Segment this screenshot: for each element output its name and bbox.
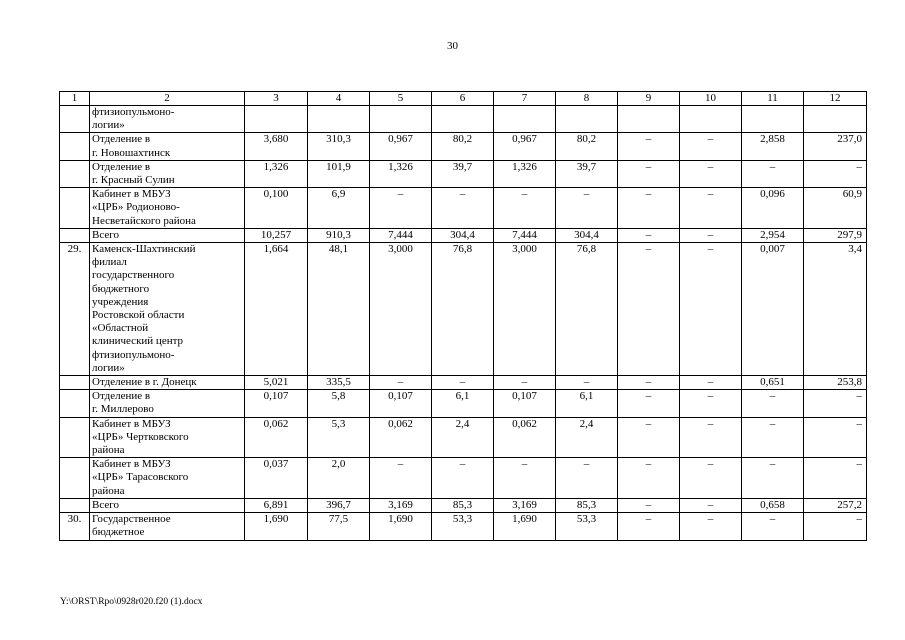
value-cell: – [680,243,742,376]
row-number-cell [60,498,90,512]
value-cell: 39,7 [556,160,618,187]
column-number-header: 2 [90,92,245,106]
value-cell: 1,326 [245,160,308,187]
table-row [60,417,867,458]
value-cell: 0,062 [370,417,432,458]
value-cell: – [618,390,680,417]
institution-name-cell: Всего [90,228,245,242]
value-cell: 253,8 [804,376,867,390]
column-number-header: 5 [370,92,432,106]
table-row [60,228,867,242]
row-number-cell [60,228,90,242]
column-number-header: 7 [494,92,556,106]
value-cell: 76,8 [432,243,494,376]
value-cell: 1,690 [245,513,308,540]
value-cell: 3,169 [494,498,556,512]
value-cell: 6,9 [308,188,370,229]
value-cell [556,106,618,133]
data-table [59,91,867,541]
table-row [60,133,867,160]
value-cell: – [494,458,556,499]
value-cell: – [618,458,680,499]
value-cell: – [680,160,742,187]
value-cell: – [742,458,804,499]
value-cell: 3,680 [245,133,308,160]
value-cell: 3,000 [370,243,432,376]
value-cell: 6,891 [245,498,308,512]
value-cell: – [804,160,867,187]
value-cell: 0,107 [245,390,308,417]
column-number-header: 8 [556,92,618,106]
column-number-header: 3 [245,92,308,106]
value-cell: 1,690 [494,513,556,540]
value-cell: 5,021 [245,376,308,390]
value-cell: 0,107 [370,390,432,417]
institution-name-cell: Кабинет в МБУЗ «ЦРБ» Чертковского района [90,417,245,458]
value-cell: 10,257 [245,228,308,242]
table-header-row [60,92,867,106]
value-cell: – [618,417,680,458]
institution-name-cell: Отделение в г. Миллерово [90,390,245,417]
value-cell: – [742,160,804,187]
page-number: 30 [447,40,458,52]
row-number-cell [60,106,90,133]
institution-name-cell: Всего [90,498,245,512]
institution-name-cell: Каменск-Шахтинский филиал государственного бюджетного учреждения Ростовской области «Областной клинический центр фтизиопульмоно- логии» [90,243,245,376]
institution-name-cell: Отделение в г. Новошахтинск [90,133,245,160]
value-cell: – [432,188,494,229]
row-number-cell [60,376,90,390]
value-cell: 0,037 [245,458,308,499]
value-cell [245,106,308,133]
value-cell: 2,858 [742,133,804,160]
value-cell: – [556,376,618,390]
column-number-header: 10 [680,92,742,106]
value-cell: 310,3 [308,133,370,160]
value-cell: – [618,228,680,242]
value-cell: 2,4 [432,417,494,458]
value-cell: – [804,513,867,540]
value-cell: – [618,498,680,512]
value-cell: 2,954 [742,228,804,242]
value-cell: 7,444 [494,228,556,242]
value-cell: – [618,160,680,187]
value-cell: 304,4 [432,228,494,242]
institution-name-cell: Отделение в г. Красный Сулин [90,160,245,187]
value-cell: 6,1 [556,390,618,417]
value-cell: – [680,133,742,160]
value-cell: – [370,376,432,390]
value-cell [308,106,370,133]
value-cell: 1,664 [245,243,308,376]
value-cell: 60,9 [804,188,867,229]
value-cell: 6,1 [432,390,494,417]
value-cell [680,106,742,133]
value-cell: – [618,376,680,390]
value-cell: – [742,513,804,540]
value-cell: 2,0 [308,458,370,499]
value-cell: 2,4 [556,417,618,458]
value-cell: 77,5 [308,513,370,540]
value-cell: – [680,417,742,458]
value-cell [618,106,680,133]
value-cell: 5,8 [308,390,370,417]
column-number-header: 11 [742,92,804,106]
value-cell: 0,100 [245,188,308,229]
column-number-header: 6 [432,92,494,106]
value-cell: 0,007 [742,243,804,376]
value-cell: – [618,243,680,376]
value-cell: 0,096 [742,188,804,229]
value-cell: 85,3 [556,498,618,512]
table-row [60,243,867,376]
value-cell [432,106,494,133]
value-cell: 3,169 [370,498,432,512]
column-number-header: 1 [60,92,90,106]
value-cell: – [680,228,742,242]
institution-name-cell: Отделение в г. Донецк [90,376,245,390]
row-number-cell [60,390,90,417]
row-number-cell [60,417,90,458]
value-cell: – [618,133,680,160]
value-cell: 80,2 [556,133,618,160]
value-cell [742,106,804,133]
row-number-cell [60,160,90,187]
value-cell: 0,107 [494,390,556,417]
value-cell: 85,3 [432,498,494,512]
value-cell: 5,3 [308,417,370,458]
value-cell: 0,062 [494,417,556,458]
value-cell: 304,4 [556,228,618,242]
table-row [60,160,867,187]
column-number-header: 4 [308,92,370,106]
value-cell: 39,7 [432,160,494,187]
value-cell: 3,000 [494,243,556,376]
value-cell: – [680,390,742,417]
table-row [60,498,867,512]
value-cell: – [618,188,680,229]
table-row [60,376,867,390]
institution-name-cell: Кабинет в МБУЗ «ЦРБ» Тарасовского района [90,458,245,499]
document-file-path: Y:\ORST\Rpo\0928r020.f20 (1).docx [60,597,203,607]
row-number-cell: 30. [60,513,90,540]
value-cell: 48,1 [308,243,370,376]
value-cell: 3,4 [804,243,867,376]
value-cell: 297,9 [804,228,867,242]
value-cell: – [804,417,867,458]
value-cell: – [618,513,680,540]
value-cell: – [370,188,432,229]
value-cell: 237,0 [804,133,867,160]
value-cell: – [494,376,556,390]
value-cell: – [556,188,618,229]
column-number-header: 12 [804,92,867,106]
value-cell: – [804,458,867,499]
value-cell: 0,967 [370,133,432,160]
value-cell: – [680,376,742,390]
value-cell: – [494,188,556,229]
table-row [60,458,867,499]
value-cell: 53,3 [432,513,494,540]
institution-name-cell: Государственное бюджетное [90,513,245,540]
value-cell: 0,967 [494,133,556,160]
value-cell: 396,7 [308,498,370,512]
value-cell: 335,5 [308,376,370,390]
row-number-cell [60,458,90,499]
value-cell: 1,690 [370,513,432,540]
row-number-cell [60,133,90,160]
row-number-cell: 29. [60,243,90,376]
table-row [60,188,867,229]
value-cell: – [804,390,867,417]
value-cell [370,106,432,133]
table-row [60,390,867,417]
value-cell [804,106,867,133]
value-cell: 1,326 [494,160,556,187]
value-cell: 7,444 [370,228,432,242]
value-cell: 101,9 [308,160,370,187]
value-cell: 76,8 [556,243,618,376]
row-number-cell [60,188,90,229]
value-cell: – [680,458,742,499]
value-cell: 257,2 [804,498,867,512]
institution-name-cell: фтизиопульмоно- логии» [90,106,245,133]
value-cell: – [556,458,618,499]
value-cell: – [680,498,742,512]
value-cell: 1,326 [370,160,432,187]
institution-name-cell: Кабинет в МБУЗ «ЦРБ» Родионово- Несветайского района [90,188,245,229]
value-cell: – [432,376,494,390]
value-cell: – [742,390,804,417]
table-row [60,106,867,133]
value-cell: 910,3 [308,228,370,242]
value-cell: – [742,417,804,458]
value-cell: 0,651 [742,376,804,390]
value-cell: 0,658 [742,498,804,512]
value-cell: 0,062 [245,417,308,458]
value-cell [494,106,556,133]
value-cell: – [432,458,494,499]
column-number-header: 9 [618,92,680,106]
value-cell: 80,2 [432,133,494,160]
value-cell: 53,3 [556,513,618,540]
value-cell: – [680,513,742,540]
value-cell: – [680,188,742,229]
value-cell: – [370,458,432,499]
table-row [60,513,867,540]
